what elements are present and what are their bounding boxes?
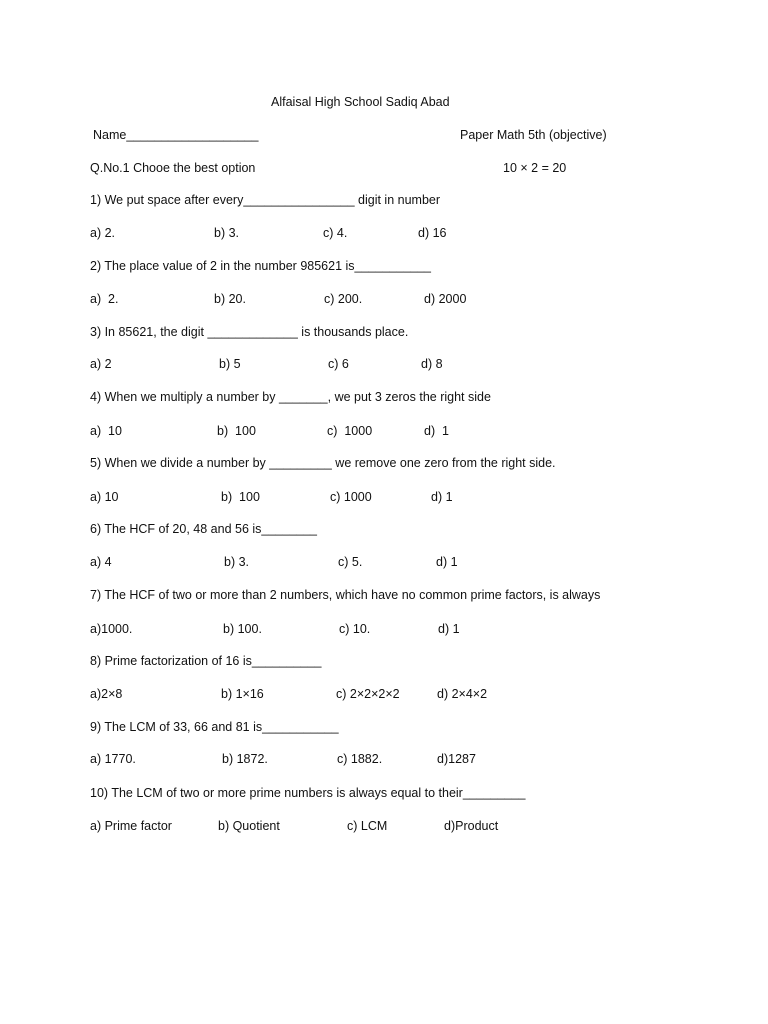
question-1: 1) We put space after every________________ digit in number xyxy=(90,193,441,207)
question-8-option-b: b) 1×16 xyxy=(221,687,264,701)
question-5-option-d: d) 1 xyxy=(431,490,453,504)
marks-formula: 10 × 2 = 20 xyxy=(503,161,567,175)
question-5-option-a: a) 10 xyxy=(90,490,119,504)
question-2: 2) The place value of 2 in the number 985621 is___________ xyxy=(90,259,431,273)
question-5: 5) When we divide a number by _________ we remove one zero from the right side. xyxy=(90,456,556,470)
question-3-option-c: c) 6 xyxy=(328,357,349,371)
question-10: 10) The LCM of two or more prime numbers is always equal to their_________ xyxy=(90,786,526,800)
question-10-option-a: a) Prime factor xyxy=(90,819,172,833)
question-7-option-c: c) 10. xyxy=(339,622,371,636)
question-3-option-b: b) 5 xyxy=(219,357,241,371)
question-3-option-d: d) 8 xyxy=(421,357,443,371)
question-7: 7) The HCF of two or more than 2 numbers, which have no common prime factors, is always xyxy=(90,588,601,602)
question-9: 9) The LCM of 33, 66 and 81 is___________ xyxy=(90,720,339,734)
question-6-option-c: c) 5. xyxy=(338,555,363,569)
question-4-option-a: a) 10 xyxy=(90,424,122,438)
question-10-option-b: b) Quotient xyxy=(218,819,280,833)
question-6-option-d: d) 1 xyxy=(436,555,458,569)
question-5-option-c: c) 1000 xyxy=(330,490,372,504)
question-7-option-b: b) 100. xyxy=(223,622,262,636)
question-2-option-a: a) 2. xyxy=(90,292,119,306)
school-title: Alfaisal High School Sadiq Abad xyxy=(271,95,450,109)
question-10-option-c: c) LCM xyxy=(347,819,388,833)
question-6-option-a: a) 4 xyxy=(90,555,112,569)
question-9-option-a: a) 1770. xyxy=(90,752,136,766)
question-3: 3) In 85621, the digit _____________ is thousands place. xyxy=(90,325,409,339)
question-7-option-a: a)1000. xyxy=(90,622,133,636)
question-6: 6) The HCF of 20, 48 and 56 is________ xyxy=(90,522,318,536)
question-8-option-d: d) 2×4×2 xyxy=(437,687,488,701)
question-1-option-b: b) 3. xyxy=(214,226,240,240)
question-8: 8) Prime factorization of 16 is__________ xyxy=(90,654,322,668)
paper-title: Paper Math 5th (objective) xyxy=(460,128,607,142)
question-8-option-a: a)2×8 xyxy=(90,687,123,701)
question-9-option-b: b) 1872. xyxy=(222,752,268,766)
question-4: 4) When we multiply a number by _______, we put 3 zeros the right side xyxy=(90,390,491,404)
question-6-option-b: b) 3. xyxy=(224,555,250,569)
question-10-option-d: d)Product xyxy=(444,819,499,833)
question-2-option-b: b) 20. xyxy=(214,292,246,306)
question-8-option-c: c) 2×2×2×2 xyxy=(336,687,400,701)
question-4-option-d: d) 1 xyxy=(424,424,450,438)
question-instruction: Q.No.1 Chooe the best option xyxy=(90,161,256,175)
question-1-option-a: a) 2. xyxy=(90,226,116,240)
name-field-label: Name___________________ xyxy=(93,128,259,142)
question-4-option-c: c) 1000 xyxy=(327,424,373,438)
question-1-option-d: d) 16 xyxy=(418,226,447,240)
question-7-option-d: d) 1 xyxy=(438,622,460,636)
question-1-option-c: c) 4. xyxy=(323,226,348,240)
question-2-option-d: d) 2000 xyxy=(424,292,467,306)
question-9-option-d: d)1287 xyxy=(437,752,476,766)
question-9-option-c: c) 1882. xyxy=(337,752,383,766)
question-4-option-b: b) 100 xyxy=(217,424,256,438)
question-2-option-c: c) 200. xyxy=(324,292,363,306)
question-5-option-b: b) 100 xyxy=(221,490,260,504)
question-3-option-a: a) 2 xyxy=(90,357,112,371)
